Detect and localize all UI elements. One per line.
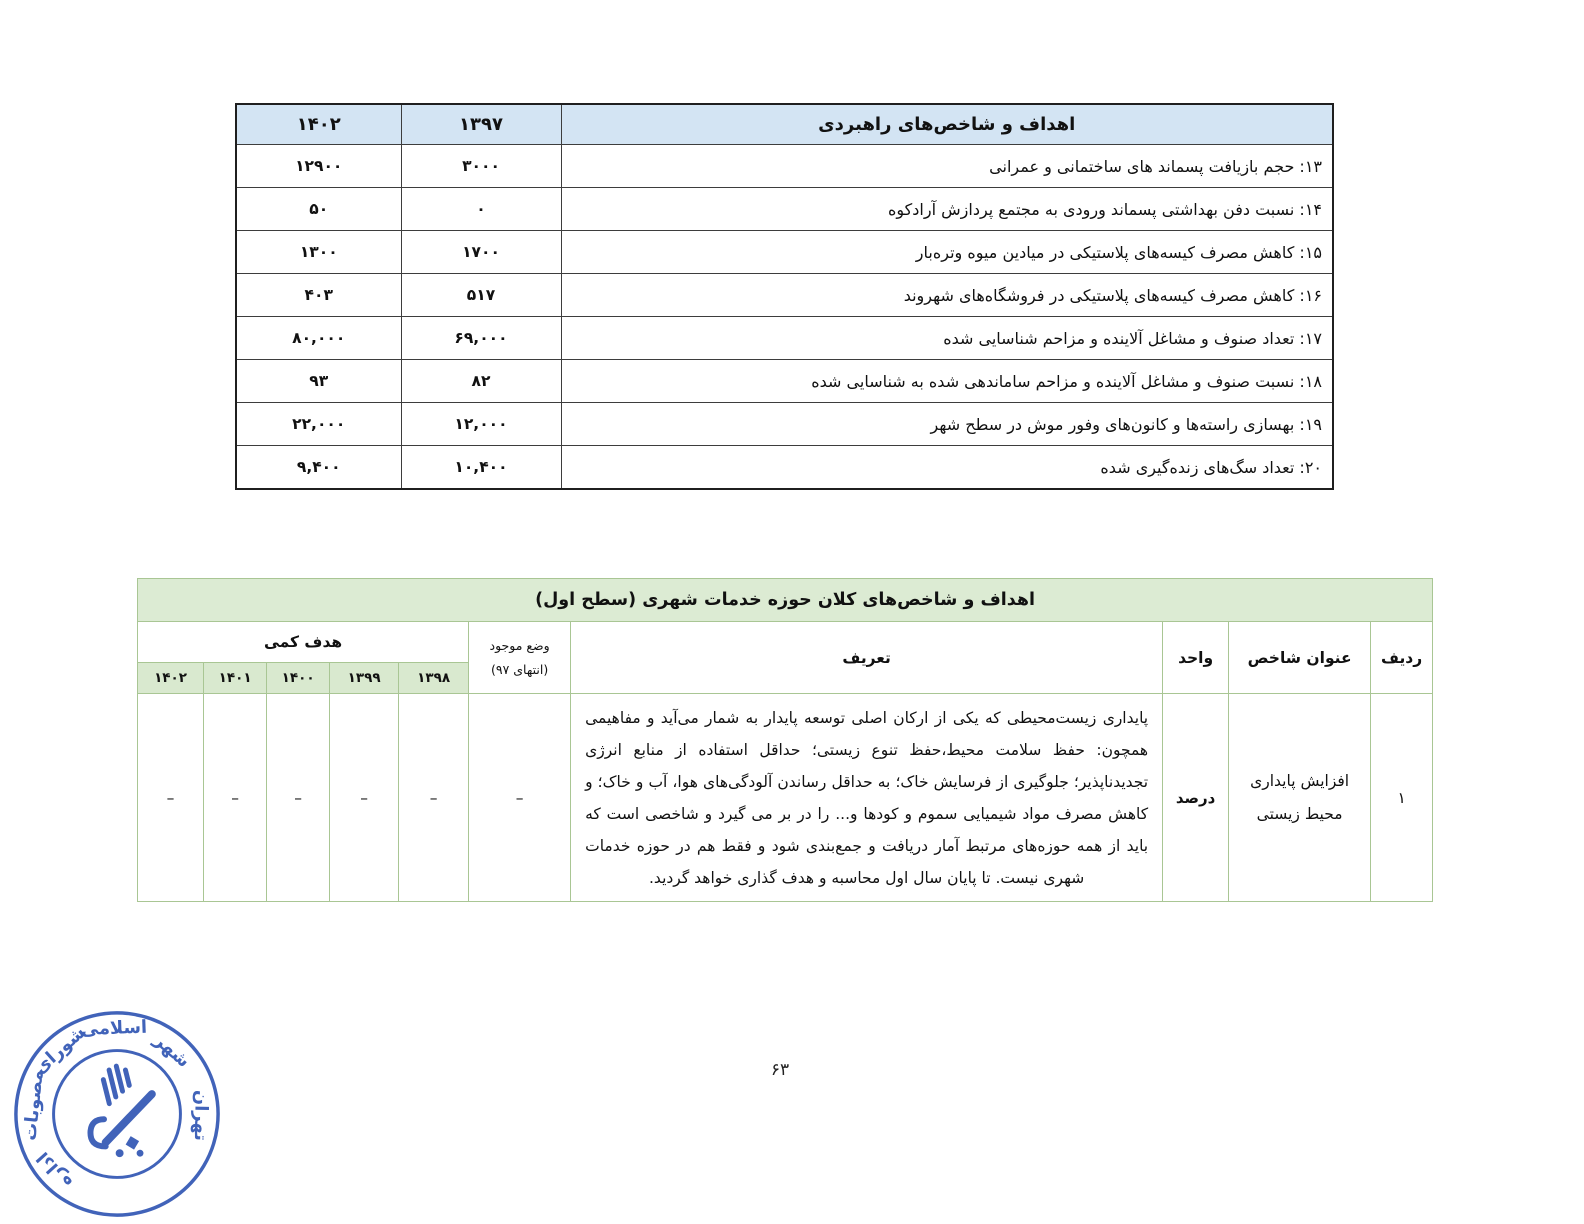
stamp-word: اسلامی xyxy=(80,1016,148,1040)
current-status-value: – xyxy=(469,694,571,902)
macro-header-row-1 xyxy=(138,622,1433,663)
value-1397: ۱۷۰۰ xyxy=(401,231,561,274)
indicator-label: ۱۶: کاهش مصرف کیسه‌های پلاستیکی در فروشگاه‌های شهروند xyxy=(561,274,1333,317)
value-1402: ۹۳ xyxy=(236,360,401,403)
value-1402: ۸۰,۰۰۰ xyxy=(236,317,401,360)
target-1399: – xyxy=(330,694,399,902)
current-status-line2: (انتهای ۹۷) xyxy=(490,661,549,677)
radif-header: ردیف xyxy=(1371,622,1433,694)
value-1402: ۲۲,۰۰۰ xyxy=(236,403,401,446)
current-status-header xyxy=(469,622,571,694)
value-1402: ۱۳۰۰ xyxy=(236,231,401,274)
stamp-caption xyxy=(6,1004,227,1199)
strategic-table-title: اهداف و شاخص‌های راهبردی xyxy=(561,104,1333,145)
value-1402: ۴۰۳ xyxy=(236,274,401,317)
table-row xyxy=(236,360,1333,403)
radif-value: ۱ xyxy=(1371,694,1433,902)
macro-indicators-table xyxy=(137,578,1433,902)
stamp-word: شورای xyxy=(29,1021,90,1079)
value-1397: ۰ xyxy=(401,188,561,231)
current-status-line1: وضع موجود xyxy=(489,637,550,653)
definition-text: پایداری زیست‌محیطی که یکی از ارکان اصلی توسعه پایدار به شمار می‌آید و مفاهیمی همچون: حفظ سلامت محیط،حفظ تنوع زیستی؛ حداقل استفاده از منابع انرژی تجدیدناپذیر؛ جلوگیری از فرسایش خاک؛ به حداقل رساندن آلودگی‌های هوا، آب و خاک؛ و کاهش مصرف مواد شیمیایی سموم و کودها و... را در بر می گیرد و شاخصی است که باید از همه حوزه‌های مرتبط آمار دریافت و جمع‌بندی شود و فقط هم در حوزه خدمات شهری نیست. تا پایان سال اول محاسبه و هدف گذاری خواهد گردید. xyxy=(571,694,1163,902)
quantitative-target-header: هدف کمی xyxy=(138,622,469,663)
year-1402-header: ۱۴۰۲ xyxy=(236,104,401,145)
value-1397: ۸۲ xyxy=(401,360,561,403)
target-1401: – xyxy=(204,694,267,902)
indicator-label: ۱۵: کاهش مصرف کیسه‌های پلاستیکی در میادین میوه وتره‌بار xyxy=(561,231,1333,274)
strategic-header-row xyxy=(236,104,1333,145)
year-1400-header: ۱۴۰۰ xyxy=(267,663,330,694)
target-1400: – xyxy=(267,694,330,902)
strategic-indicators-table xyxy=(235,103,1334,490)
indicator-label: ۱۳: حجم بازیافت پسماند های ساختمانی و عمرانی xyxy=(561,145,1333,188)
value-1402: ۵۰ xyxy=(236,188,401,231)
year-1402-header: ۱۴۰۲ xyxy=(138,663,204,694)
year-1397-header: ۱۳۹۷ xyxy=(401,104,561,145)
year-1401-header: ۱۴۰۱ xyxy=(204,663,267,694)
official-stamp xyxy=(6,1004,228,1224)
indicator-label: ۱۷: تعداد صنوف و مشاغل آلاینده و مزاحم شناسایی شده xyxy=(561,317,1333,360)
table-row xyxy=(236,145,1333,188)
indicator-title-header: عنوان شاخص xyxy=(1229,622,1371,694)
indicator-label: ۱۴: نسبت دفن بهداشتی پسماند ورودی به مجتمع پردازش آرادکوه xyxy=(561,188,1333,231)
stamp-word: شهر xyxy=(149,1029,195,1072)
macro-title-row xyxy=(138,579,1433,622)
definition-header: تعریف xyxy=(571,622,1163,694)
value-1397: ۱۰,۴۰۰ xyxy=(401,446,561,490)
indicator-label: ۱۹: بهسازی راسته‌ها و کانون‌های وفور موش در سطح شهر xyxy=(561,403,1333,446)
value-1402: ۱۲۹۰۰ xyxy=(236,145,401,188)
table-row xyxy=(236,188,1333,231)
target-1402: – xyxy=(138,694,204,902)
table-row xyxy=(236,317,1333,360)
page-number: ۶۳ xyxy=(770,1060,790,1080)
table-row xyxy=(236,446,1333,490)
target-1398: – xyxy=(399,694,469,902)
year-1399-header: ۱۳۹۹ xyxy=(330,663,399,694)
table-row xyxy=(236,274,1333,317)
value-1397: ۳۰۰۰ xyxy=(401,145,561,188)
indicator-label: ۲۰: تعداد سگ‌های زنده‌گیری شده xyxy=(561,446,1333,490)
stamp-emblem xyxy=(76,1059,166,1167)
stamp-word: اداره xyxy=(32,1147,77,1193)
value-1397: ۵۱۷ xyxy=(401,274,561,317)
stamp-word: تهران xyxy=(189,1089,212,1142)
value-1397: ۶۹,۰۰۰ xyxy=(401,317,561,360)
unit-value: درصد xyxy=(1163,694,1229,902)
unit-header: واحد xyxy=(1163,622,1229,694)
value-1402: ۹,۴۰۰ xyxy=(236,446,401,490)
table-row xyxy=(236,403,1333,446)
macro-table-title: اهداف و شاخص‌های کلان حوزه خدمات شهری (سطح اول) xyxy=(138,579,1433,622)
stamp-word: مصوبات xyxy=(19,1068,48,1142)
value-1397: ۱۲,۰۰۰ xyxy=(401,403,561,446)
macro-data-row xyxy=(138,694,1433,902)
year-1398-header: ۱۳۹۸ xyxy=(399,663,469,694)
indicator-title-value: افزایش پایداری محیط زیستی xyxy=(1229,694,1371,902)
indicator-label: ۱۸: نسبت صنوف و مشاغل آلاینده و مزاحم ساماندهی شده به شناسایی شده xyxy=(561,360,1333,403)
table-row xyxy=(236,231,1333,274)
